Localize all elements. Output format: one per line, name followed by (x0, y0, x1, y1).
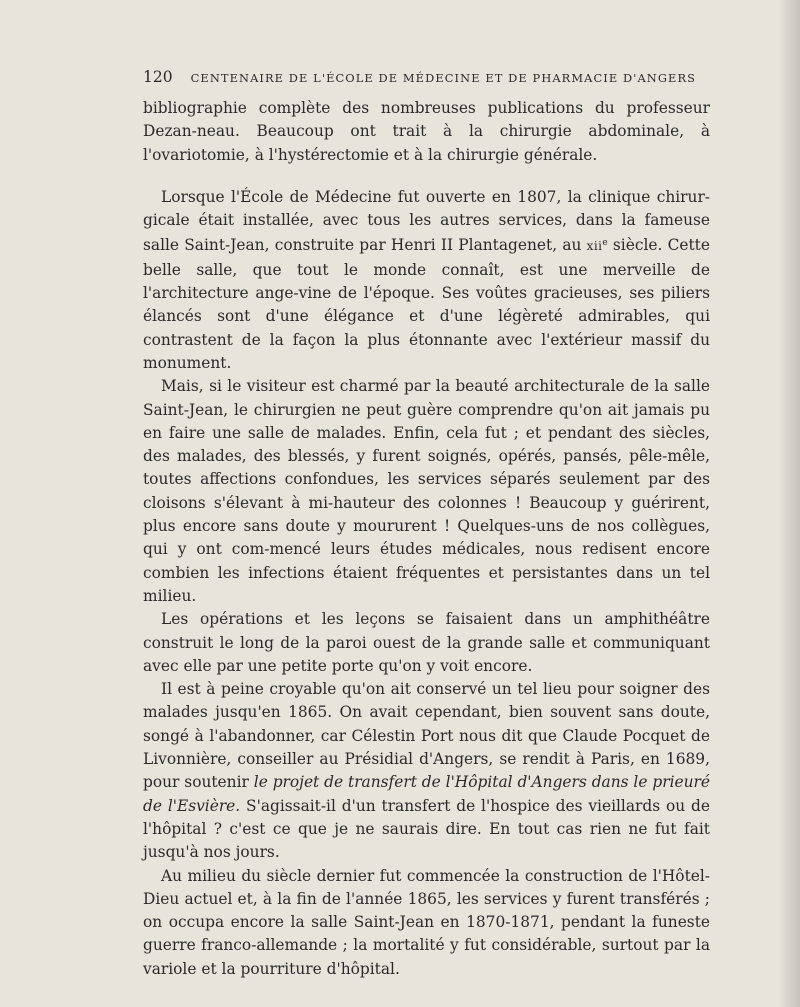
paragraph-2 (143, 186, 710, 375)
paragraph-5-italic: le projet de transfert de l'Hôpital d'Angers dans le prieuré de l'Esvière. (143, 773, 710, 815)
paragraph-1: bibliographie complète des nombreuses publications du professeur Dezan-neau. Beaucoup ont trait à la chirurgie abdominale, à l'ovariotomie, à l'hystérectomie et à la chirurgie générale. (143, 99, 710, 164)
paragraph-5-text: Il est à peine croyable qu'on ait conservé un tel lieu pour soigner des malades jusqu'en 1865. On avait cependant, bien souvent sans doute, songé à l'abandonner, car Célestin Port nous dit que Claude Pocquet de Livonnière, conseiller au Présidial d'Angers, se rendit à Paris, en 1689, pour soutenir (143, 680, 710, 792)
paragraph-5-rest: S'agissait-il d'un transfert de l'hospice des vieillards ou de l'hôpital ? c'est ce que je ne saurais dire. En tout cas rien ne fut fait jusqu'à nos jours. (143, 796, 710, 862)
page-edge-shadow (778, 0, 800, 1007)
page-number: 120 (143, 68, 173, 86)
paragraph-6: Au milieu du siècle dernier fut commencée la construction de l'Hôtel-Dieu actuel et, à la fin de l'année 1865, les services y furent transférés ; on occupa encore la salle Saint-Jean en 1870-1871, pendant la funeste guerre franco-allemande ; la mortalité y fut considérable, surtout par la variole et la pourriture d'hôpital. (143, 866, 710, 978)
century-numeral: xii (586, 239, 603, 254)
paragraph-2-text: Lorsque l'École de Médecine fut ouverte en 1807, la clinique chirur-gicale était installée, avec tous les autres services, dans la fameuse salle Saint-Jean, construite par Henri II Plantagenet, au (143, 187, 710, 255)
paragraph-3: Mais, si le visiteur est charmé par la beauté architecturale de la salle Saint-Jean, le chirurgien ne peut guère comprendre qu'on ait jamais pu en faire une salle de malades. Enfin, cela fut ; et pendant des siècles, des malades, des blessés, y furent soignés, opérés, pansés, pêle-mêle, toutes affections confondues, les services séparés seulement par des cloisons s'élevant à mi-hauteur des colonnes ! Beaucoup y guérirent, plus encore sans doute y moururent ! Quelques-uns de nos collègues, qui y ont com-mencé leurs études médicales, nous redisent encore combien les infections étaient fréquentes et persistantes dans un tel milieu. (143, 377, 710, 605)
paragraph-2-rest: siècle. Cette belle salle, que tout le monde connaît, est une merveille de l'architecture ange-vine de l'époque. Ses voûtes gracieuses, ses piliers élancés sont d'une élégance et d'une légèreté admirables, qui contrastent de la façon la plus étonnante avec l'extérieur massif du monument. (143, 236, 710, 372)
paragraph-5 (143, 678, 710, 864)
body-text (143, 97, 710, 981)
page-header (143, 68, 713, 86)
century-superscript: e (602, 238, 608, 249)
paragraph-4: Les opérations et les leçons se faisaient dans un amphithéâtre construit le long de la paroi ouest de la grande salle et communiquant avec elle par une petite porte qu'on y voit encore. (143, 610, 710, 675)
running-title: CENTENAIRE DE L'ÉCOLE DE MÉDECINE ET DE PHARMACIE D'ANGERS (190, 71, 697, 85)
